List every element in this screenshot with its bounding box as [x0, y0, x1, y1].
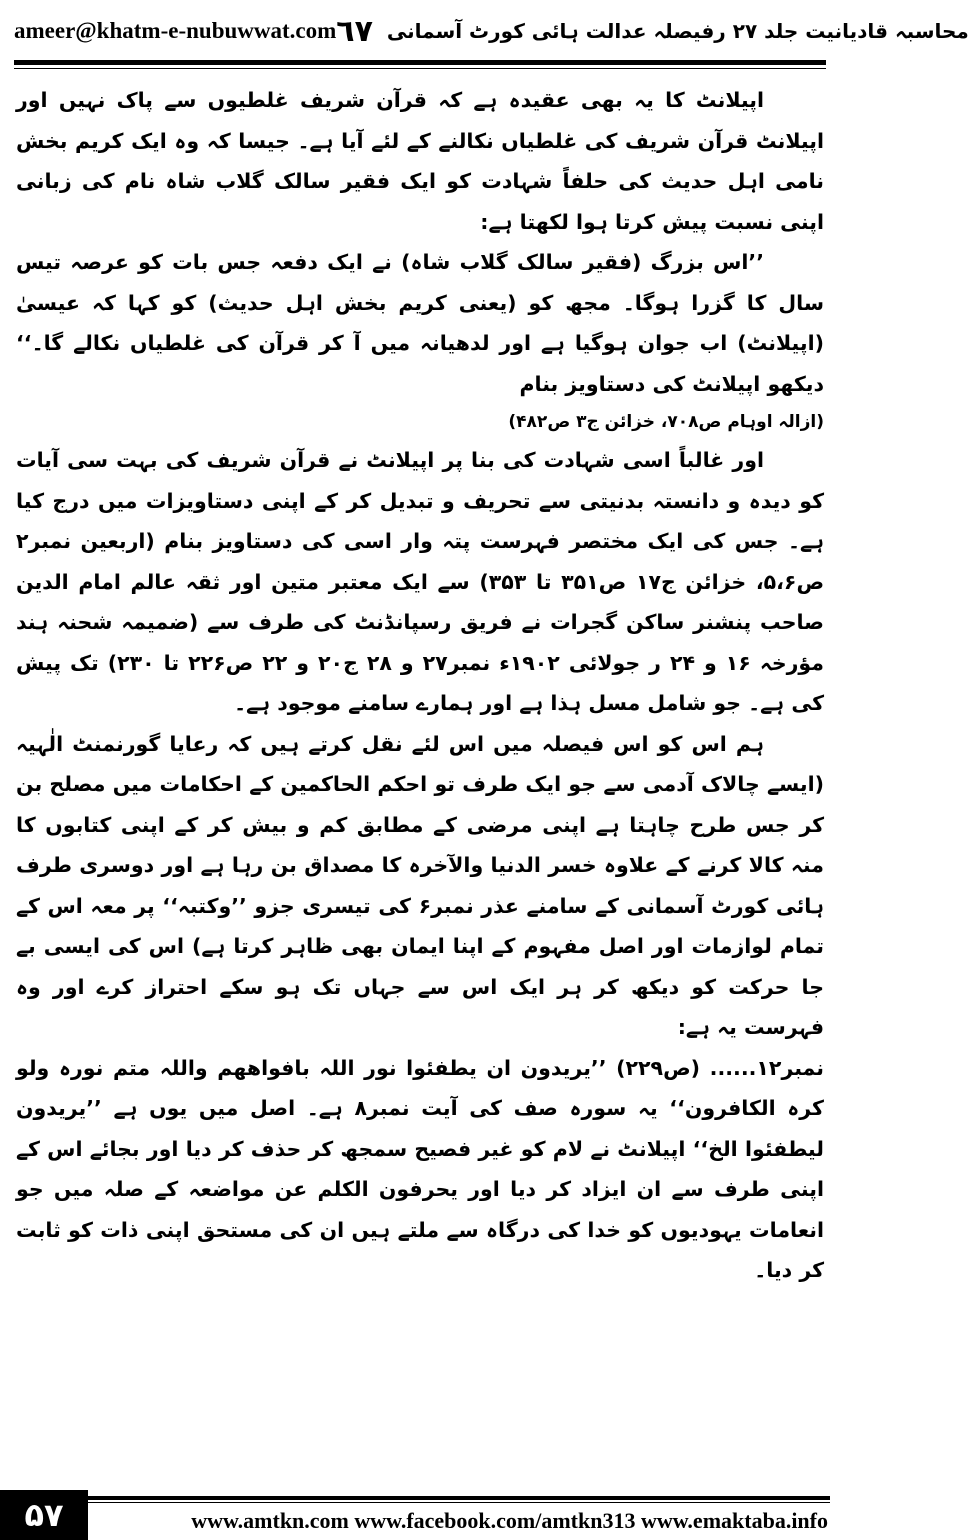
header-rule-thick — [14, 60, 826, 65]
ayah-text-3: یحرفون الکلم عن مواضعہ — [188, 1177, 458, 1201]
item-mid-1: ‘‘ یہ سورہ صف کی آیت نمبر۸ ہے۔ اصل میں یوں ہے ’’ — [86, 1096, 685, 1120]
header-page-number: ٦٧ — [336, 13, 373, 49]
page-footer — [0, 1490, 840, 1540]
footer-bar — [88, 1490, 840, 1540]
ayah-text-1: یریدون ان یطفئوا نور اللہ بافواھھم واللہ متم نورہ ولو کرہ الکافرون — [16, 1055, 824, 1120]
ayah-text-2: یریدون لیطفئوا الخ — [16, 1096, 824, 1161]
footer-links: www.amtkn.com www.facebook.com/amtkn313 www.emaktaba.info — [191, 1508, 828, 1533]
item-end: کے صلہ میں جو انعامات یہودیوں کو خدا کی درگاہ سے ملتے ہیں ان کی مستحق اپنی ذات کو ثابت کر دیا۔ — [16, 1177, 824, 1282]
page-body — [16, 80, 824, 1291]
paragraph-1: اپیلانٹ کا یہ بھی عقیدہ ہے کہ قرآن شریف غلطیوں سے پاک نہیں اور اپیلانٹ قرآن شریف کی غلطیاں نکالنے کے لئے آیا ہے۔ جیسا کہ وہ ایک کریم بخش نامی اہل حدیث کی حلفاً شہادت کو ایک فقیر سالک گلاب شاہ نام کی زبانی اپنی نسبت پیش کرتا ہوا لکھتا ہے: — [16, 88, 824, 234]
quote-paragraph: ’’اس بزرگ (فقیر سالک گلاب شاہ) نے ایک دفعہ جس بات کو عرصہ تیس سال کا گزرا ہوگا۔ مجھ کو (یعنی کریم بخش اہل حدیث) کو کہا کہ عیسیٰ (اپیلانٹ) اب جوان ہوگیا ہے اور لدھیانہ میں آ کر قرآن کی غلطیاں نکالے گا۔‘‘ دیکھو اپیلانٹ کی دستاویز بنام — [16, 250, 824, 396]
header-email: ameer@khatm-e-nubuwwat.com — [14, 18, 337, 43]
list-item-12 — [16, 1048, 824, 1291]
header-book-title: محاسبہ قادیانیت جلد ۲۷ رفیصلہ عدالت ہائی کورٹ آسمانی — [386, 19, 969, 43]
paragraph-2: اور غالباً اسی شہادت کی بنا پر اپیلانٹ نے قرآن شریف کی بہت سی آیات کو دیدہ و دانستہ بدنیتی سے تحریف و تبدیل کر کے اپنی دستاویزات میں درج کیا ہے۔ جس کی ایک مختصر فہرست پتہ وار اسی کی دستاویز بنام (اربعین نمبر۲ ص۵،۶، خزائن ج۱۷ ص۳۵۱ تا ۳۵۳) سے ایک معتبر متین اور ثقہ عالم امام الدین صاحب پنشنر ساکن گجرات نے فریق رسپانڈنٹ کی طرف سے (ضمیمہ شحنہ ہند مؤرخہ ۱۶ و ۲۴ ر جولائی ۱۹۰۲ء نمبر۲۷ و ۲۸ ج۲۰ و ۲۲ ص۲۲۶ تا ۲۳۰) تک پیش کی ہے۔ جو شامل مسل ہذا ہے اور ہمارے سامنے موجود ہے۔ — [16, 448, 825, 715]
item-mid-2: ‘‘ اپیلانٹ نے لام کو غیر فصیح سمجھ کر حذف کر دیا اور بجائے اس کے اپنی طرف سے ان ایزاد کر دیا اور — [16, 1136, 824, 1201]
footer-rule-thin — [88, 1502, 830, 1503]
item-prefix: نمبر۱۲...... (ص۲۲۹) ’’ — [590, 1055, 824, 1080]
paragraph-3: ہم اس کو اس فیصلہ میں اس لئے نقل کرتے ہیں کہ رعایا گورنمنٹ الٰہیہ (ایسے چالاک آدمی سے جو ایک طرف تو احکم الحاکمین کے احکامات میں مصلح بن کر جس طرح چاہتا ہے اپنی مرضی کے مطابق کم و بیش کر کے اپنی کتابوں کا منہ کالا کرنے کے علاوہ خسر الدنیا والآخرہ کا مصداق بن رہا ہے اور دوسری طرف ہائی کورٹ آسمانی کے سامنے عذر نمبر۶ کی تیسری جزو ’’وکتبہ‘‘ پر معہ اس کے تمام لوازمات اور اصل مفہوم کے اپنا ایمان بھی ظاہر کرتا ہے) اس کی ایسی بے جا حرکت کو دیکھ کر ہر ایک اس سے جہاں تک ہو سکے احتراز کرے اور وہ فہرست یہ ہے: — [16, 731, 825, 1039]
page-header — [14, 10, 969, 52]
header-rule-thin — [14, 68, 826, 69]
footer-rule-thick — [88, 1496, 830, 1500]
header-right — [336, 14, 969, 49]
footer-page-number: ۵۷ — [0, 1490, 88, 1540]
reference-1: (ازالہ اوہام ص۷۰۸، خزائن ج۳ ص۴۸۲) — [508, 412, 824, 432]
